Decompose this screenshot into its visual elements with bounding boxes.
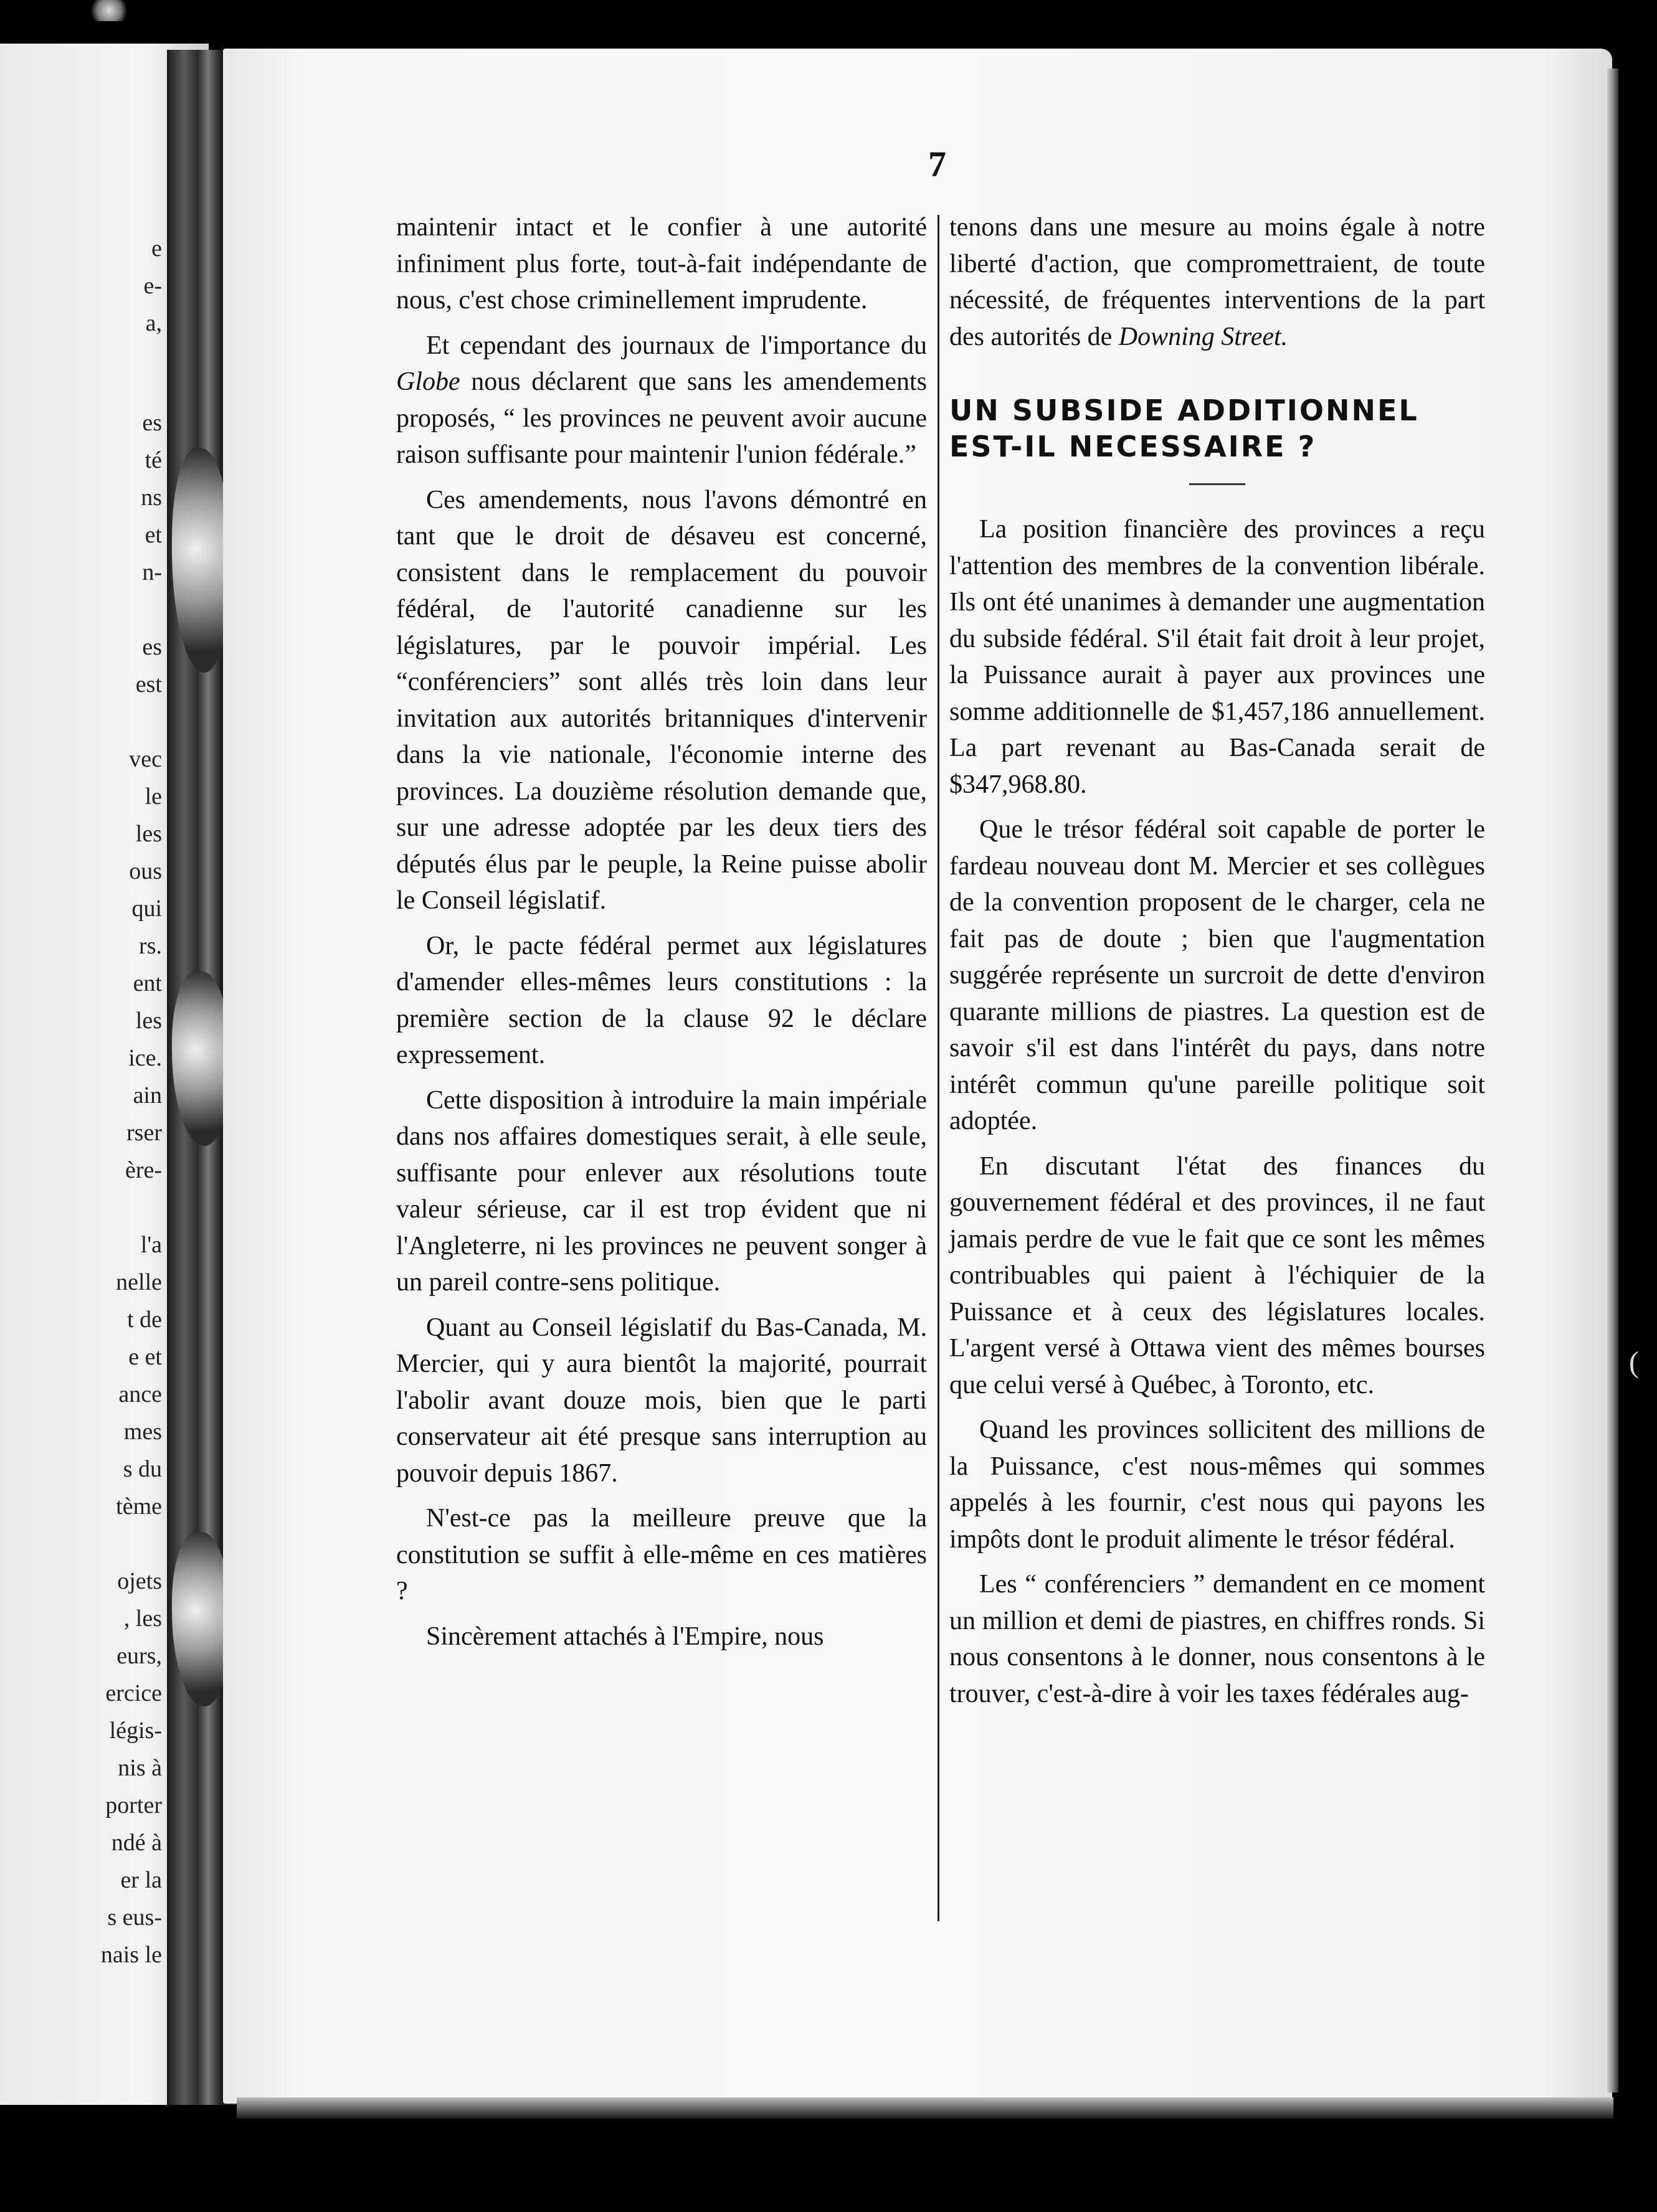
left-page-fragment: ns [141, 484, 162, 511]
right-text-column [949, 209, 1485, 1721]
left-page-fragment: ndé à [111, 1830, 162, 1856]
left-page-fragment: ojets [117, 1568, 162, 1594]
left-page-fragment: et [145, 522, 162, 548]
paragraph: maintenir intact et le confier à une autorité infiniment plus forte, tout-à-fait indépendante de nous, c'est chose criminellement imprudente. [396, 213, 927, 314]
left-page-fragment: , les [123, 1605, 162, 1632]
left-page-fragment: rser [126, 1120, 162, 1146]
left-page-fragment: a, [145, 310, 162, 336]
spine-binding-knot [172, 971, 231, 1146]
left-page-fragment: ercice [105, 1680, 162, 1706]
left-page-fragment: es [142, 634, 162, 660]
left-page-fragment: er la [120, 1867, 162, 1893]
paragraph [949, 209, 1485, 355]
spine-binding-knot [172, 448, 231, 673]
page-number: 7 [928, 144, 946, 184]
left-page-fragment: n- [142, 559, 162, 585]
left-page-fragment: e et [128, 1344, 162, 1370]
paragraph: Que le trésor fédéral soit capable de porter le fardeau nouveau dont M. Mercier et ses collègues de la convention proposent de le charger, cela ne fait pas de doute ; bien que l'augmentation suggérée représente un surcroit de dette d'environ quarante millions de piastres. La question est de savoir s'il est dans l'intérêt du pays, dans notre intérêt commun qu'une pareille politique soit adoptée. [949, 815, 1485, 1135]
left-page-fragment: nis à [118, 1755, 162, 1781]
left-page-fragment: e [151, 235, 162, 262]
paragraph: Or, le pacte fédéral permet aux législatures d'amender elles-mêmes leurs constitutions : la première section de la clause 92 le déclare expressement. [396, 931, 927, 1069]
column-divider [938, 215, 939, 1921]
left-page-fragment: s eus- [107, 1904, 162, 1931]
scan-corner-mark [87, 0, 131, 21]
paragraph: Les “ conférenciers ” demandent en ce moment un million et demi de piastres, en chiffres ronds. Si nous consentons à le donner, nous consentons à le trouver, c'est-à-dire à voir les taxes fédérales aug- [949, 1570, 1485, 1708]
left-page-fragment: l'a [140, 1232, 162, 1258]
paragraph-text: nous déclarent que sans les amendements proposés, “ les provinces ne peuvent avoir aucune raison suffisante pour maintenir l'union fédérale.” [396, 367, 927, 469]
paragraph: Ces amendements, nous l'avons démontré en tant que le droit de désaveu est concerné, consistent dans le remplacement du pouvoir fédéral, de l'autorité canadienne sur les législatures, par le pouvoir impérial. Les “conférenciers” sont allés très loin dans leur invitation aux autorités britanniques d'intervenir dans la vie nationale, l'économie interne des provinces. La douzième résolution demande que, sur une adresse adoptée par les deux tiers des députés élus par le peuple, la Reine puisse abolir le Conseil législatif. [396, 485, 927, 915]
left-page-fragment: ance [118, 1381, 162, 1407]
left-page-fragment: les [135, 821, 162, 847]
left-page-fragment: mes [123, 1419, 162, 1445]
paragraph-text: Et cependant des journaux de l'importance du [426, 331, 927, 360]
left-page-fragment: les [135, 1008, 162, 1034]
spine-binding-knot [172, 1532, 231, 1706]
left-page-fragment: le [145, 783, 162, 810]
paragraph-text: tenons dans une mesure au moins égale à notre liberté d'action, que compromettraient, de toute nécessité, de fréquentes interventions de la part des autorités de [949, 213, 1485, 351]
left-page-fragment: légis- [109, 1718, 162, 1744]
left-page-fragment: nais le [100, 1942, 162, 1968]
left-page-fragment: vec [129, 746, 162, 772]
left-page-fragment: porter [105, 1792, 162, 1818]
left-page-fragment: nelle [116, 1269, 162, 1295]
left-page-fragment: qui [131, 896, 162, 922]
paragraph: Sincèrement attachés à l'Empire, nous [426, 1622, 824, 1651]
left-page-fragment: rs. [139, 933, 162, 959]
left-page-fragment: est [135, 671, 162, 697]
left-page-fragment: es [142, 410, 162, 436]
page-bottom-shadow [237, 2097, 1613, 2119]
section-heading [949, 392, 1485, 465]
margin-mark: ( [1629, 1346, 1639, 1379]
left-page-fragment: ous [129, 858, 162, 884]
paragraph: En discutant l'état des finances du gouvernement fédéral et des provinces, il ne faut jamais perdre de vue le fait que ce sont les mêmes contribuables qui paient à l'échiquier de la Puissance et à ceux des législatures locales. L'argent versé à Ottawa vient des mêmes bourses que celui versé à Québec, à Toronto, etc. [949, 1151, 1485, 1399]
left-page-fragment: tème [116, 1493, 162, 1520]
place-name: Downing Street. [1118, 322, 1288, 351]
left-page-fragment: t de [127, 1307, 162, 1333]
left-page-fragment: e- [143, 273, 162, 299]
left-text-column [396, 209, 927, 1663]
left-page-fragment: ent [133, 970, 162, 996]
left-page-fragment: ain [133, 1082, 162, 1108]
page-edge-shadow [1607, 69, 1618, 2092]
left-page-fragment: eurs, [116, 1643, 162, 1669]
left-page-fragment: s du [123, 1456, 162, 1482]
left-page-fragment: ice. [128, 1045, 162, 1071]
heading-rule [1189, 483, 1245, 485]
paragraph: N'est-ce pas la meilleure preuve que la constitution se suffit à elle-même en ces matières ? [396, 1504, 927, 1605]
paragraph [396, 328, 927, 473]
section-heading-line: UN SUBSIDE ADDITIONNEL [949, 394, 1419, 427]
paragraph: Cette disposition à introduire la main impériale dans nos affaires domestiques serait, à elle seule, suffisante pour enlever aux résolutions toute valeur sérieuse, car il est trop évident que ni l'Angleterre, ni les provinces ne peuvent songer à un pareil contre-sens politique. [396, 1085, 927, 1297]
paragraph: Quant au Conseil législatif du Bas-Canada, M. Mercier, qui y aura bientôt la majorité, pourrait l'abolir avant douze mois, bien que le parti conservateur ait été presque sans interruption au pouvoir depuis 1867. [396, 1313, 927, 1488]
left-page-fragment: ère- [125, 1157, 162, 1183]
paragraph: La position financière des provinces a reçu l'attention des membres de la convention libérale. Ils ont été unanimes à demander une augmentation du subside fédéral. S'il était fait droit à leur projet, la Puissance aurait à payer aux provinces une somme additionnelle de $1,457,186 annuellement. La part revenant au Bas-Canada serait de $347,968.80. [949, 515, 1485, 799]
paragraph: Quand les provinces sollicitent des millions de la Puissance, c'est nous-mêmes qui sommes appelés à les fournir, c'est nous qui payons les impôts dont le produit alimente le trésor fédéral. [949, 1416, 1485, 1554]
section-heading-line: EST-IL NECESSAIRE ? [949, 430, 1317, 463]
left-page-fragment: té [145, 447, 162, 473]
newspaper-name: Globe [396, 367, 460, 396]
